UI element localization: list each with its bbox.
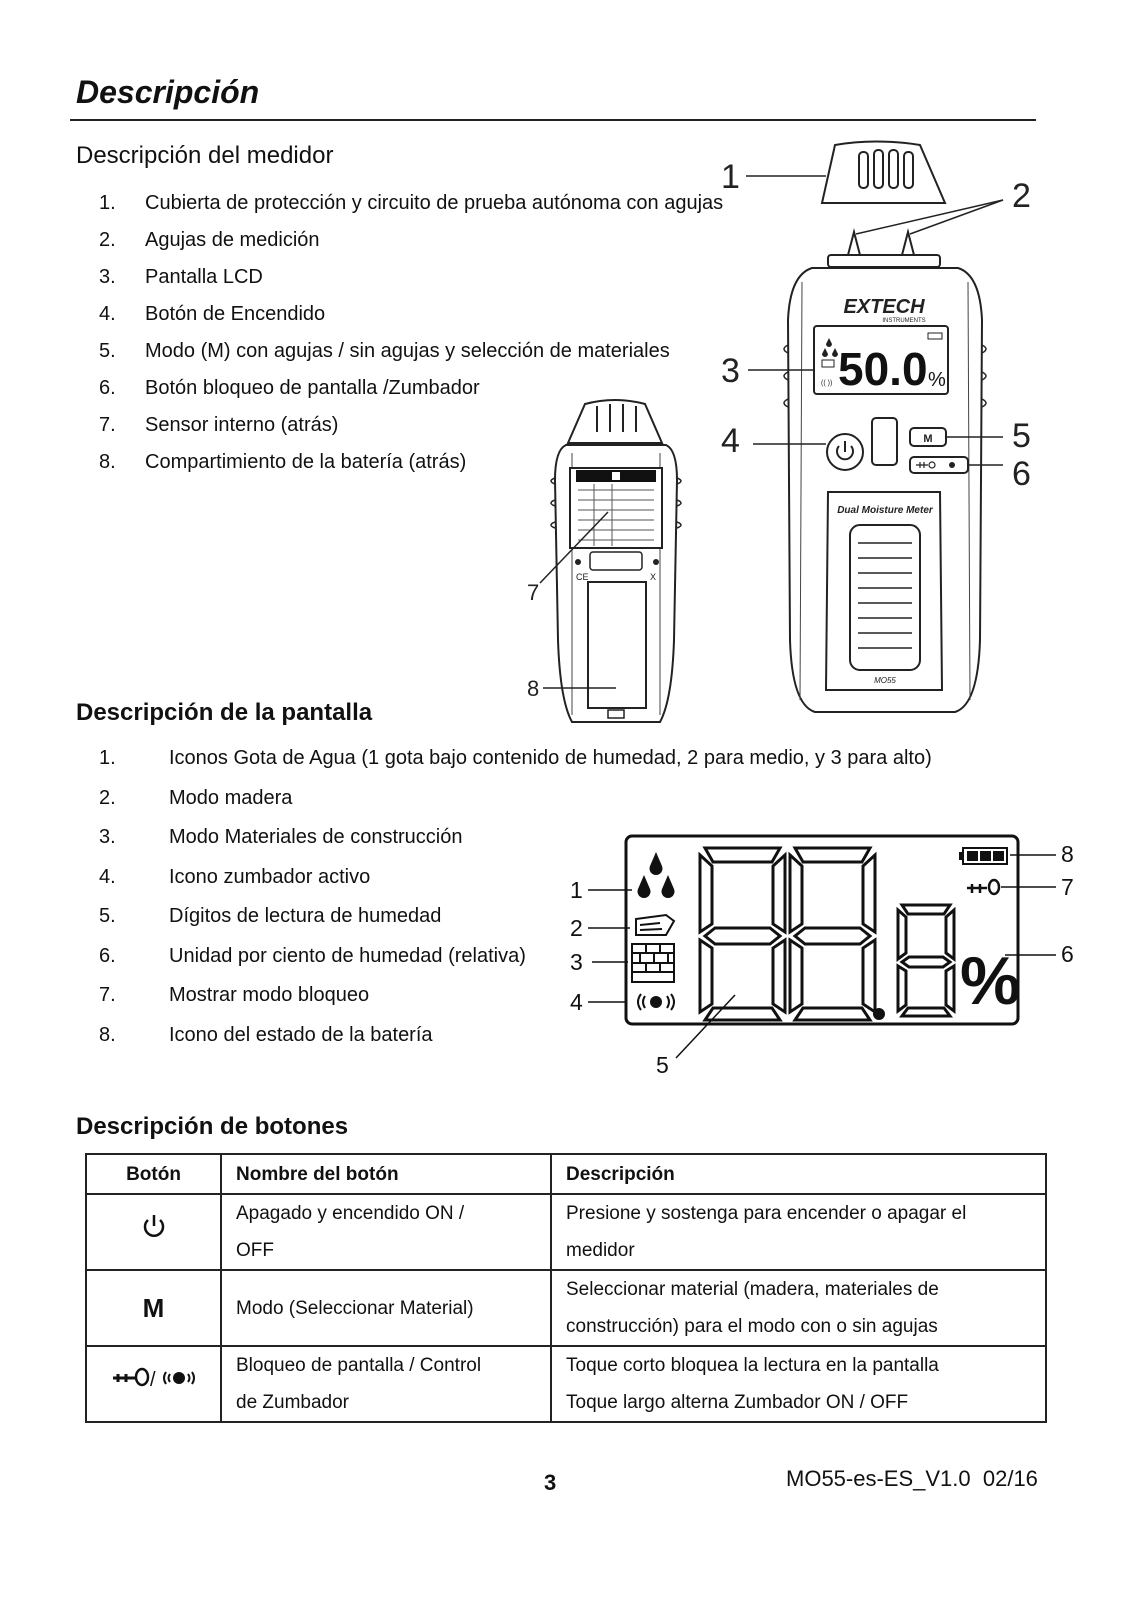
callout-4: 4 (721, 422, 740, 460)
list-item: 5. Dígitos de lectura de humedad (99, 905, 442, 927)
table-header-row (86, 1154, 1046, 1194)
callout-5: 5 (1012, 417, 1031, 455)
lcd-reading: 50.0 (838, 343, 928, 395)
callout-8: 8 (527, 676, 540, 701)
table-row (86, 1270, 1046, 1346)
table-cell (86, 1194, 221, 1270)
lcd-callout-2: 2 (570, 915, 583, 941)
percent-unit: % (960, 943, 1021, 1019)
table-cell: Toque corto bloquea la lectura en la pantalla Toque largo alterna Zumbador ON / OFF (551, 1346, 1046, 1422)
svg-text:CE: CE (576, 572, 589, 582)
lcd-callout-4: 4 (570, 989, 583, 1015)
list-item: 6. Unidad por ciento de humedad (relativa) (99, 944, 526, 967)
table-cell: Apagado y encendido ON / OFF (221, 1194, 551, 1270)
lcd-callout-7: 7 (1061, 874, 1074, 900)
display-description-heading: Descripción de la pantalla (76, 699, 373, 726)
column-header: Descripción (551, 1154, 1046, 1194)
column-header: Botón (86, 1154, 221, 1194)
svg-text:/: / (149, 1368, 156, 1390)
callout-6: 6 (1012, 455, 1031, 493)
list-item: 2. Agujas de medición (99, 229, 320, 251)
list-item: 1. Cubierta de protección y circuito de prueba autónoma con agujas (99, 192, 724, 214)
meter-description-heading: Descripción del medidor (76, 142, 334, 169)
list-item: 7. Mostrar modo bloqueo (99, 984, 370, 1006)
callout-3: 3 (721, 352, 740, 390)
page-number: 3 (544, 1470, 557, 1495)
power-icon (140, 1212, 168, 1240)
model-label: MO55 (874, 676, 896, 685)
buttons-table (85, 1153, 1047, 1423)
list-item: 8. Compartimiento de la batería (atrás) (99, 451, 467, 473)
column-header: Nombre del botón (221, 1154, 551, 1194)
mode-key-label: M (923, 433, 933, 445)
lcd-callout-3: 3 (570, 949, 583, 975)
table-cell: Seleccionar material (madera, materiales de construcción) para el modo con o sin agujas (551, 1270, 1046, 1346)
lcd-unit: % (928, 369, 946, 391)
lock-icon (99, 1366, 209, 1390)
lcd-callout-8: 8 (1061, 841, 1074, 867)
lcd-callout-6: 6 (1061, 941, 1074, 967)
table-row (86, 1194, 1046, 1270)
brand-subtitle: INSTRUMENTS (882, 318, 926, 324)
panel-label: Dual Moisture Meter (837, 505, 933, 516)
list-item: 5. Modo (M) con agujas / sin agujas y selección de materiales (99, 340, 670, 362)
meter-front-illustration (710, 140, 1040, 725)
table-cell: Presione y sostenga para encender o apagar el medidor (551, 1194, 1046, 1270)
list-item: 6. Botón bloqueo de pantalla /Zumbador (99, 377, 480, 399)
list-item: 3. Modo Materiales de construcción (99, 826, 463, 848)
table-row (86, 1346, 1046, 1422)
meter-back-illustration (520, 395, 700, 735)
lock-buzzer-icon (86, 1346, 221, 1422)
list-item: 2. Modo madera (99, 786, 293, 809)
list-item: 1. Iconos Gota de Agua (1 gota bajo contenido de humedad, 2 para medio, y 3 para alto) (99, 747, 932, 769)
list-item: 8. Icono del estado de la batería (99, 1023, 433, 1046)
lcd-callout-5: 5 (656, 1052, 669, 1078)
title-rule (70, 119, 1036, 121)
document-id: MO55-es-ES_V1.0 02/16 (786, 1466, 1038, 1491)
callout-7: 7 (527, 580, 540, 605)
mode-m-icon: M (86, 1270, 221, 1346)
table-cell: Modo (Seleccionar Material) (221, 1270, 551, 1346)
list-item: 4. Botón de Encendido (99, 303, 326, 325)
list-item: 3. Pantalla LCD (99, 266, 263, 288)
callout-2: 2 (1012, 177, 1031, 215)
buttons-description-heading: Descripción de botones (76, 1113, 349, 1140)
callout-1: 1 (721, 158, 740, 196)
lcd-diagram (560, 830, 1085, 1080)
table-cell: Bloqueo de pantalla / Control de Zumbador (221, 1346, 551, 1422)
list-item: 7. Sensor interno (atrás) (99, 414, 339, 436)
page-title: Descripción (76, 74, 260, 110)
svg-text:(( )): (( )) (821, 380, 833, 387)
list-item: 4. Icono zumbador activo (99, 865, 371, 888)
lcd-callout-1: 1 (570, 877, 583, 903)
svg-text:X: X (650, 572, 657, 582)
brand-logo: EXTECH (843, 296, 925, 318)
battery-icon (959, 848, 1007, 864)
